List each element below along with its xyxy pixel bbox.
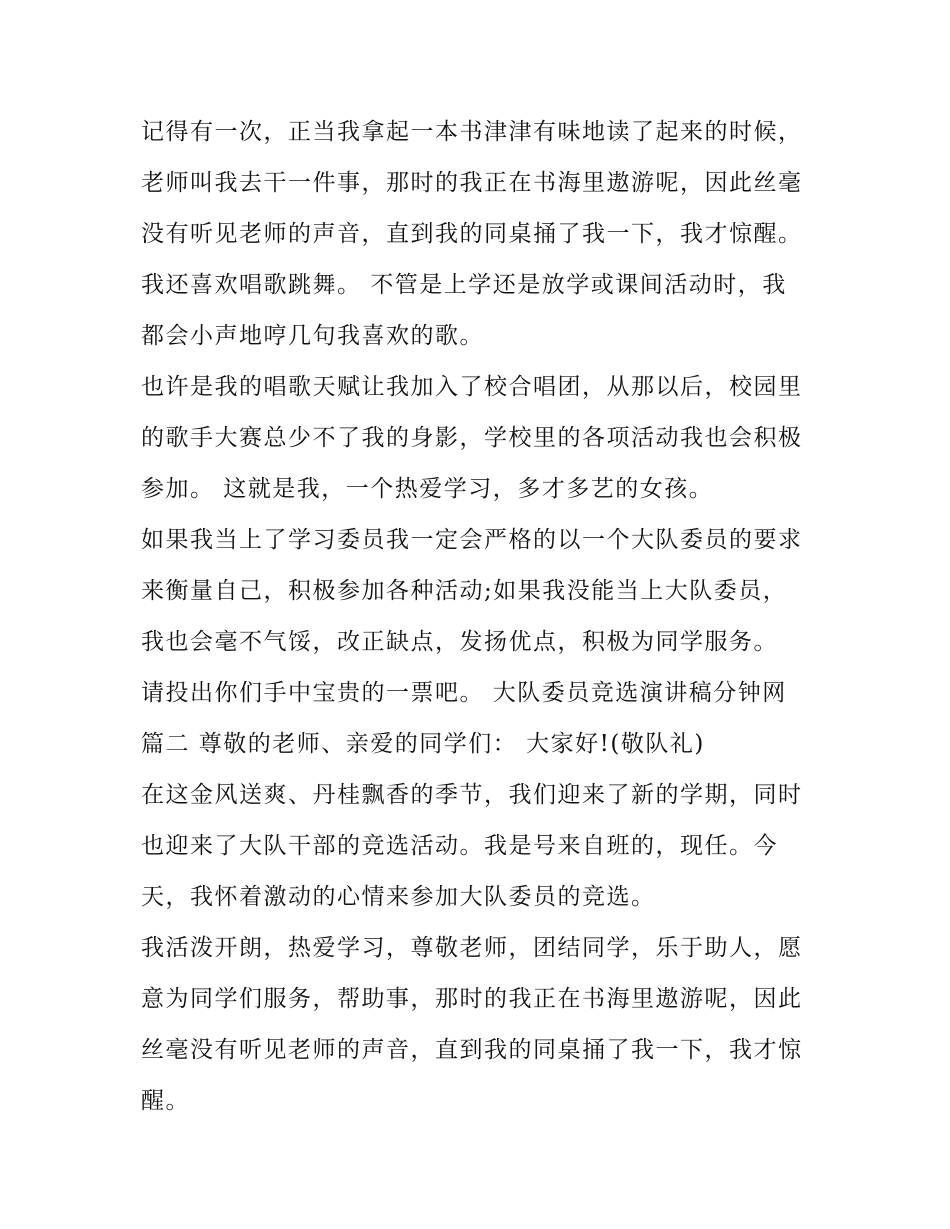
text-line: 没有听见老师的声音，直到我的同桌捅了我一下，我才惊醒。 bbox=[141, 221, 803, 247]
text-line: 醒。 bbox=[141, 1088, 190, 1114]
text-line: 天，我怀着激动的心情来参加大队委员的竞选。 bbox=[141, 884, 656, 910]
text-line: 的歌手大赛总少不了我的身影，学校里的各项活动我也会积极 bbox=[141, 425, 803, 451]
text-line: 我还喜欢唱歌跳舞。 不管是上学还是放学或课间活动时，我 bbox=[141, 272, 787, 298]
text-line: 如果我当上了学习委员我一定会严格的以一个大队委员的要求 bbox=[141, 527, 803, 553]
text-line: 我活泼开朗，热爱学习，尊敬老师，团结同学，乐于助人，愿 bbox=[141, 935, 803, 961]
text-line: 丝毫没有听见老师的声音，直到我的同桌捅了我一下，我才惊 bbox=[141, 1037, 803, 1063]
text-line: 也许是我的唱歌天赋让我加入了校合唱团，从那以后，校园里 bbox=[141, 374, 803, 400]
text-line: 我也会毫不气馁，改正缺点，发扬优点，积极为同学服务。 bbox=[141, 629, 778, 655]
text-line: 意为同学们服务，帮助事，那时的我正在书海里遨游呢，因此 bbox=[141, 986, 803, 1012]
section-heading-line: 篇二 尊敬的老师、亲爱的同学们： 大家好!(敬队礼) bbox=[141, 731, 705, 757]
text-line: 记得有一次，正当我拿起一本书津津有味地读了起来的时候， bbox=[141, 119, 803, 145]
text-line: 来衡量自己，积极参加各种活动;如果我没能当上大队委员， bbox=[141, 578, 788, 604]
text-line: 都会小声地哼几句我喜欢的歌。 bbox=[141, 323, 484, 349]
text-line: 在这金风送爽、丹桂飘香的季节，我们迎来了新的学期，同时 bbox=[141, 782, 803, 808]
body-text bbox=[141, 107, 831, 1127]
text-line: 老师叫我去干一件事，那时的我正在书海里遨游呢，因此丝毫 bbox=[141, 170, 803, 196]
text-line: 请投出你们手中宝贵的一票吧。 大队委员竞选演讲稿分钟网 bbox=[141, 680, 787, 706]
text-line: 参加。 这就是我，一个热爱学习，多才多艺的女孩。 bbox=[141, 476, 714, 502]
text-line: 也迎来了大队干部的竞选活动。我是号来自班的，现任。今 bbox=[141, 833, 778, 859]
